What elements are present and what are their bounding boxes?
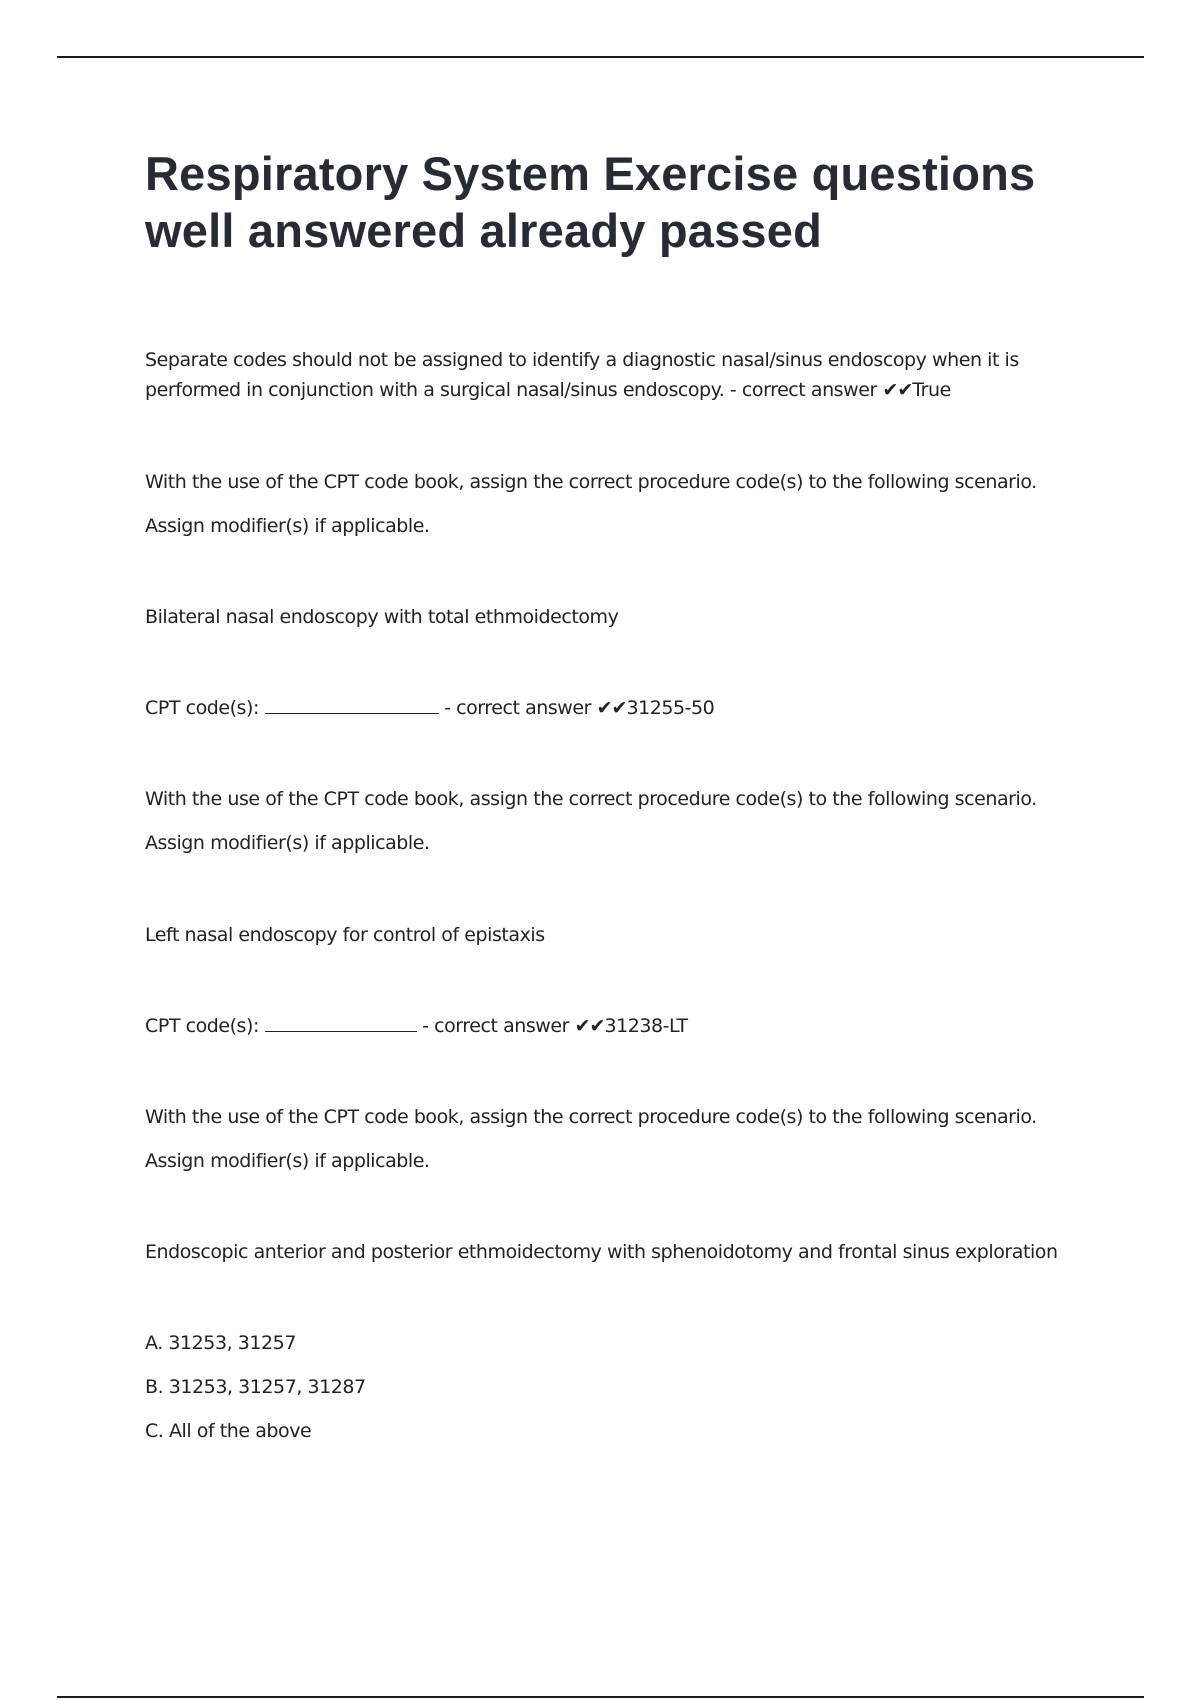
option-c: C. All of the above [145,1420,312,1442]
question-2-instruction-line-1: With the use of the CPT code book, assign the correct procedure code(s) to the following scenario. [145,471,1037,493]
question-4-instruction-line-1: With the use of the CPT code book, assign the correct procedure code(s) to the following scenario. [145,1106,1037,1128]
question-4-instruction [145,1095,1075,1183]
question-1-line-2 [145,375,1075,405]
top-rule [57,56,1144,58]
question-2-answer-prefix: - correct answer [438,697,597,719]
option-a: A. 31253, 31257 [145,1332,296,1354]
question-2-instruction-line-2: Assign modifier(s) if applicable. [145,515,430,537]
question-4-scenario: Endoscopic anterior and posterior ethmoidectomy with sphenoidotomy and frontal sinus exploration [145,1241,1058,1263]
question-3-instruction-line-2: Assign modifier(s) if applicable. [145,832,430,854]
question-4-options [145,1321,1075,1453]
question-3-answer: 31238-LT [604,1015,688,1037]
question-3-answer-prefix: - correct answer [416,1015,575,1037]
double-check-icon: ✔✔ [596,697,627,719]
option-b: B. 31253, 31257, 31287 [145,1376,366,1398]
answer-blank [265,699,439,714]
title-line-1: Respiratory System Exercise questions [145,147,1036,200]
question-1 [145,345,1075,405]
question-2-answer: 31255-50 [626,697,715,719]
question-1-line-1: Separate codes should not be assigned to identify a diagnostic nasal/sinus endoscopy when it is [145,349,1019,371]
question-2-cpt-label: CPT code(s): [145,697,265,719]
question-1-answer: True [912,379,951,401]
question-1-line-2-text: performed in conjunction with a surgical nasal/sinus endoscopy. - correct answer [145,379,883,401]
answer-blank [265,1017,417,1032]
question-3-instruction [145,777,1075,865]
question-2-scenario: Bilateral nasal endoscopy with total ethmoidectomy [145,606,619,628]
question-2-answer-line [145,686,1075,730]
bottom-rule [57,1696,1144,1698]
question-3-scenario: Left nasal endoscopy for control of epistaxis [145,924,545,946]
question-3-answer-line [145,1004,1075,1048]
document-title [145,145,1075,259]
question-3-cpt-label: CPT code(s): [145,1015,265,1037]
question-4-instruction-line-2: Assign modifier(s) if applicable. [145,1150,430,1172]
double-check-icon: ✔✔ [882,379,913,401]
title-line-2: well answered already passed [145,204,823,257]
question-2-instruction [145,460,1075,548]
question-3-instruction-line-1: With the use of the CPT code book, assign the correct procedure code(s) to the following scenario. [145,788,1037,810]
double-check-icon: ✔✔ [574,1015,605,1037]
